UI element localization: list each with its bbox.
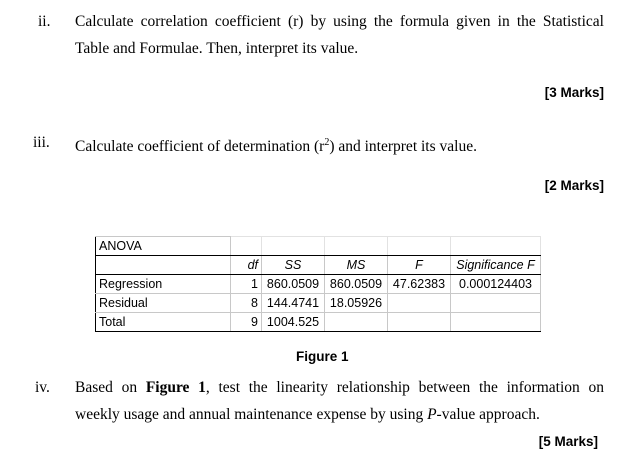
anova-header-df: df (231, 256, 262, 275)
anova-title-row (96, 237, 541, 256)
question-ii-line-1: Calculate correlation coefficient (r) by using the formula given in the Statistical (75, 13, 604, 30)
anova-cell: 0.000124403 (451, 275, 541, 294)
anova-title: ANOVA (96, 237, 231, 256)
anova-cell (388, 294, 451, 313)
anova-header-f: F (388, 256, 451, 275)
anova-cell: 47.62383 (388, 275, 451, 294)
anova-cell: 1 (231, 275, 262, 294)
question-iv-text (75, 374, 604, 401)
anova-cell: 9 (231, 313, 262, 332)
anova-header-cell (96, 256, 231, 275)
table-row (96, 275, 541, 294)
question-iii-marks: [2 Marks] (544, 178, 604, 193)
anova-header-row (96, 256, 541, 275)
question-iv-line-1-pre: Based on (75, 379, 146, 396)
question-iv-figure-ref: Figure 1 (145, 379, 206, 396)
question-iii-text (75, 129, 477, 160)
question-number-ii: ii. (38, 13, 51, 30)
anova-cell (388, 313, 451, 332)
anova-cell (451, 294, 541, 313)
anova-cell: 8 (231, 294, 262, 313)
question-ii-line-2: Table and Formulae. Then, interpret its value. (75, 40, 359, 57)
question-iii-text-before: Calculate coefficient of determination (r (75, 138, 325, 156)
anova-header-ms: MS (325, 256, 388, 275)
question-number-iv: iv. (35, 379, 50, 396)
anova-cell (325, 313, 388, 332)
anova-table (95, 236, 541, 332)
question-iii-superscript: 2 (324, 137, 330, 148)
question-iv-line-2 (75, 401, 540, 428)
question-iii-text-after: ) and interpret its value. (329, 138, 477, 156)
question-iv-line-2-post: -value approach. (436, 406, 540, 423)
question-number-iii: iii. (33, 134, 50, 151)
anova-cell: 860.0509 (262, 275, 325, 294)
anova-cell (451, 313, 541, 332)
question-iv-line-2-pre: weekly usage and annual maintenance expense by using (75, 406, 428, 423)
anova-header-significance: Significance F (451, 256, 541, 275)
question-ii-text (75, 8, 604, 35)
anova-row-label: Total (96, 313, 231, 332)
anova-cell: 1004.525 (262, 313, 325, 332)
anova-cell: 144.4741 (262, 294, 325, 313)
question-iv-p-italic: P (427, 406, 437, 423)
anova-cell: 18.05926 (325, 294, 388, 313)
question-iv-line-1-post: , test the linearity relationship between the information on (205, 379, 605, 396)
figure-caption: Figure 1 (296, 349, 349, 364)
anova-cell: 860.0509 (325, 275, 388, 294)
anova-row-label: Regression (96, 275, 231, 294)
anova-header-ss: SS (262, 256, 325, 275)
anova-row-label: Residual (96, 294, 231, 313)
table-row (96, 313, 541, 332)
question-iv-marks: [5 Marks] (538, 434, 598, 449)
table-row (96, 294, 541, 313)
question-iv-line-1 (75, 374, 604, 401)
question-ii-marks: [3 Marks] (544, 85, 604, 100)
